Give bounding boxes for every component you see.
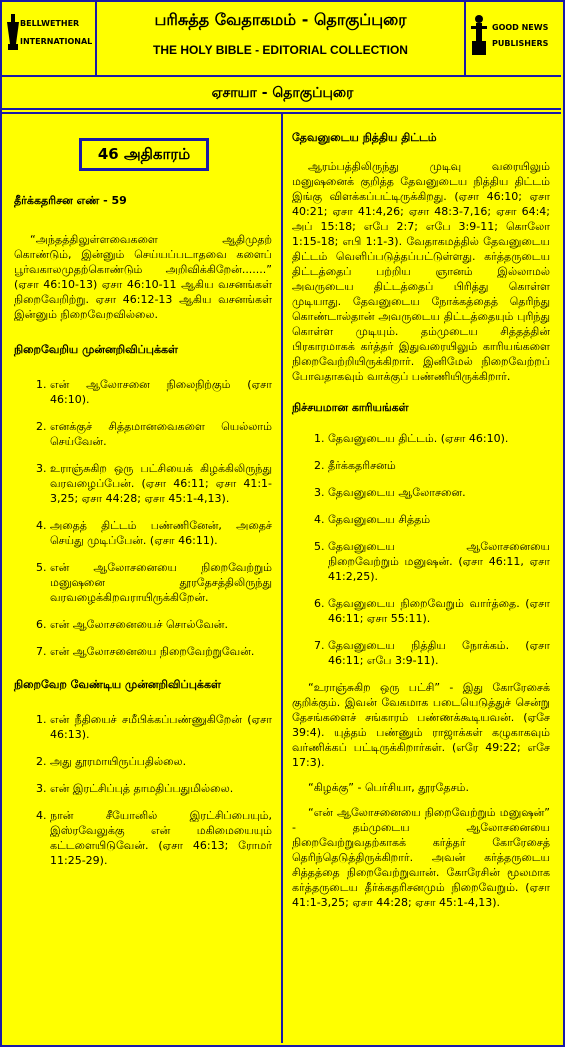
subtitle-divider-top [2, 108, 561, 110]
chapter-box: 46 அதிகாரம் [79, 138, 209, 171]
fulfilled-heading: நிறைவேறிய முன்னறிவிப்புக்கள் [14, 343, 178, 356]
header-divider [2, 75, 561, 77]
list-item: 1. என் ஆலோசனை நிலைநிற்கும் (ஏசா 46:10). [50, 377, 272, 407]
bellwether-logo-line1: BELLWETHER [20, 19, 80, 28]
list-item: 5. என் ஆலோசனையை நிறைவேற்றும் மனுஷனை தூரதேசத்திலிருந்து வரவழைக்கிறவராயிருக்கிறேன். [50, 560, 272, 605]
list-item: 7. தேவனுடைய நித்திய நோக்கம். (ஏசா 46:11; எபே 3:9-11). [328, 638, 550, 668]
list-item: 4. அதைத் திட்டம் பண்ணினேன், அதைச் செய்து முடிப்பேன். (ஏசா 46:11). [50, 518, 272, 548]
plan-text: ஆரம்பத்திலிருந்து முடிவு வரையிலும் மனுஷனைக் குறித்த தேவனுடைய நித்திய திட்டம் இங்கு விளக்கப்பட்டிருக்கிறது. (ஏசா 46:10; ஏசா 40:21; ஏசா 41:4,26; ஏசா 48:3-7,16; ஏசா 64:4; அப் 15:18; எபே 2:7; எபே 3:9-11; கொலோ 1:15-18; எபி 1:1-3). வேதாகமத்தில் தேவனுடைய திட்டம் வெளிப்படுத்தப்பட்டுள்ளது. கர்த்தருடைய திட்டத்தைப் பற்றிய ஞானம் இல்லாமல் அவருடைய திட்டத்தைப் பிரித்து கொள்ள முடியாது. தேவனுடைய நோக்கத்தைத் தெரிந்து கொண்டால்தான் அவருடைய திட்டத்தையும் புரிந்து கொள்ள முடியும். தம்முடைய சித்தத்தின் பிரகாரமாகக் கர்த்தர் இதுவரையிலும் காரியங்களை நிறைவேற்றியிருக்கிறார். இனிமேல் நிறைவேற்றப் போவதாகவும் வாக்குப் பண்ணியிருக்கிறார். [292, 160, 550, 383]
right-column [292, 122, 550, 910]
figure-icon [470, 14, 488, 58]
header-right-cell [466, 2, 561, 75]
list-item: 7. என் ஆலோசனையை நிறைவேற்றுவேன். [50, 644, 272, 659]
good-news-logo-line1: GOOD NEWS [492, 23, 549, 32]
list-item: 2. எனக்குச் சித்தமானவைகளை யெல்லாம் செய்வேன். [50, 419, 272, 449]
list-item: 3. என் இரட்சிப்புத் தாமதிப்பதுமில்லை. [50, 781, 272, 796]
header-left-cell [2, 2, 97, 75]
page-title-english: THE HOLY BIBLE - EDITORIAL COLLECTION [153, 43, 408, 57]
book-subtitle: ஏசாயா - தொகுப்புரை [211, 85, 354, 101]
left-column [14, 122, 272, 880]
list-item: 6. என் ஆலோசனையைச் சொல்வேன். [50, 617, 272, 632]
certain-heading: நிச்சயமான காரியங்கள் [292, 401, 409, 414]
east-explanation: “கிழக்கு” - பெர்சியா, தூரதேசம். [308, 781, 469, 794]
page-title-tamil: பரிசுத்த வேதாகமம் - தொகுப்புரை [154, 10, 407, 29]
unfulfilled-list [14, 712, 272, 868]
unfulfilled-heading: நிறைவேற வேண்டிய முன்னறிவிப்புக்கள் [14, 678, 221, 691]
list-item: 1. தேவனுடைய திட்டம். (ஏசா 46:10). [328, 431, 550, 446]
list-item: 4. நான் சீயோனில் இரட்சிப்பையும், இஸ்ரவேலுக்கு என் மகிமையையும் கட்டளையிடுவேன். (ஏசா 46:13; ரோமர் 11:25-29). [50, 808, 272, 868]
list-item: 5. தேவனுடைய ஆலோசனையை நிறைவேற்றும் மனுஷன். (ஏசா 46:11, ஏசா 41:2,25). [328, 539, 550, 584]
list-item: 1. என் நீதியைச் சமீபிக்கப்பண்ணுகிறேன் (ஏசா 46:13). [50, 712, 272, 742]
column-divider [281, 114, 283, 1043]
list-item: 4. தேவனுடைய சித்தம் [328, 512, 550, 527]
man-explanation: “என் ஆலோசனையை நிறைவேற்றும் மனுஷன்” - தம்முடைய ஆலோசனையை நிறைவேற்றுவதற்காகக் கர்த்தர் கோரேசைத் தெரிந்தெடுத்திருக்கிறார். அவன் கர்த்தருடைய சித்தத்தை நிறைவேற்றுவான். கோரேசின் மூலமாக கர்த்தருடைய தீர்க்கதரிசனமும் நிறைவேறும். (ஏசா 41:1-3,25; ஏசா 44:28; ஏசா 45:1-4,13). [292, 806, 550, 909]
bird-explanation: “உராஞ்சுகிற ஒரு பட்சி” - இது கோரேசைக் குறிக்கும். இவன் வேகமாக படையெடுத்துச் சென்று தேசங்களைச் சங்காரம் பண்ணக்கூடியவன். (ஏசே 39:4). யுத்தம் பண்ணும் ராஜாக்கள் கழுகாகவும் வர்ணிக்கப் பட்டிருக்கிறார்கள். (எரே 49:22; எசே 17:3). [292, 681, 550, 769]
bellwether-logo-line2: INTERNATIONAL [20, 37, 93, 46]
fulfilled-list [14, 377, 272, 659]
list-item: 2. அது தூரமாயிருப்பதில்லை. [50, 754, 272, 769]
header-title-cell [97, 2, 466, 75]
plan-heading: தேவனுடைய நித்திய திட்டம் [292, 131, 437, 144]
prophecy-quote: “அந்தத்திலுள்ளவைகளை ஆதிமுதற் கொண்டும், இன்னும் செய்யப்படாதவை களைப் பூர்வகாலமுதற்கொண்டும் அறிவிக்கிறேன்.......” (ஏசா 46:10-13) ஏசா 46:10-11 ஆகிய வசனங்கள் நிறைவேறிற்று. ஏசா 46:12-13 ஆகிய வசனங்கள் இன்னும் நிறைவேறவில்லை. [14, 233, 272, 321]
good-news-logo-line2: PUBLISHERS [492, 39, 549, 48]
certain-list [292, 431, 550, 668]
lamp-icon [6, 14, 20, 54]
list-item: 3. உராஞ்சுகிற ஒரு பட்சியைக் கிழக்கிலிருந்து வரவழைப்பேன். (ஏசா 46:11; ஏசா 41:1-3,25; ஏசா 44:28; ஏசா 45:1-4,13). [50, 461, 272, 506]
prophecy-number: தீர்க்கதரிசன எண் - 59 [14, 194, 127, 207]
list-item: 3. தேவனுடைய ஆலோசனை. [328, 485, 550, 500]
list-item: 2. தீர்க்கதரிசனம் [328, 458, 550, 473]
list-item: 6. தேவனுடைய நிறைவேறும் வார்த்தை. (ஏசா 46:11; ஏசா 55:11). [328, 596, 550, 626]
